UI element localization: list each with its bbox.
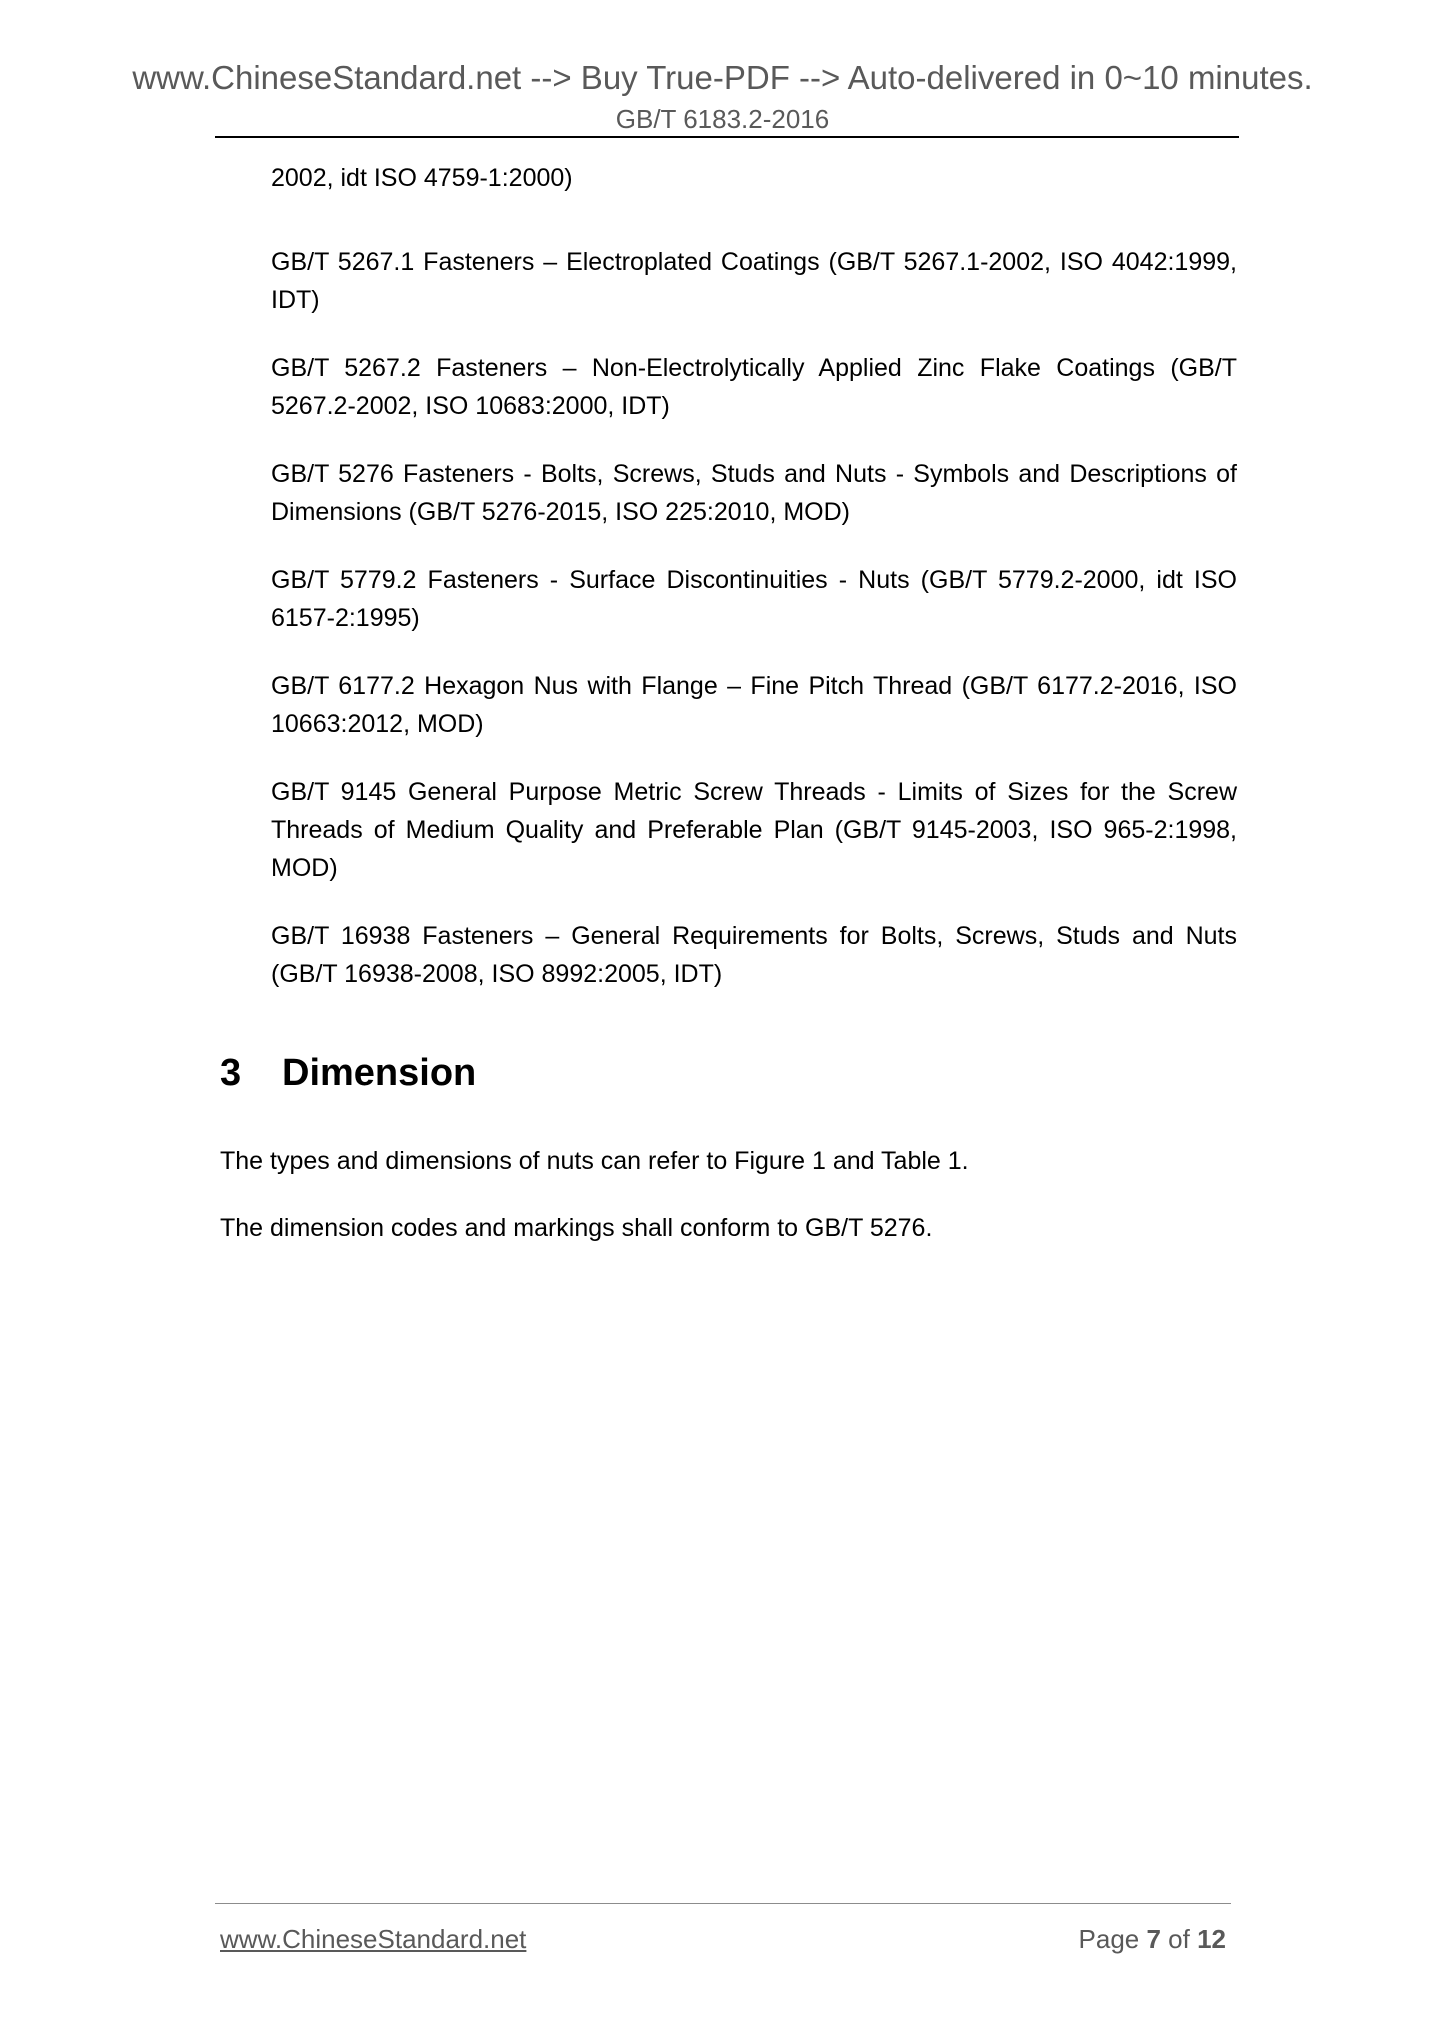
page-number: [1079, 1922, 1226, 1956]
footer-website-link[interactable]: www.ChineseStandard.net: [220, 1924, 527, 1954]
header-divider: [215, 136, 1239, 138]
reference-item: GB/T 5779.2 Fasteners - Surface Discontinuities - Nuts (GB/T 5779.2-2000, idt ISO 6157-2:1995): [271, 566, 1237, 632]
body-paragraph: The dimension codes and markings shall conform to GB/T 5276.: [220, 1214, 933, 1242]
reference-item: GB/T 6177.2 Hexagon Nus with Flange – Fine Pitch Thread (GB/T 6177.2-2016, ISO 10663:2012, MOD): [271, 672, 1237, 738]
reference-item: GB/T 9145 General Purpose Metric Screw Threads - Limits of Sizes for the Screw Threads of Medium Quality and Preferable Plan (GB/T 9145-2003, ISO 965-2:1998, MOD): [271, 778, 1237, 882]
page-total: 12: [1197, 1924, 1226, 1954]
reference-item: GB/T 16938 Fasteners – General Requirements for Bolts, Screws, Studs and Nuts (GB/T 16938-2008, ISO 8992:2005, IDT): [271, 922, 1237, 988]
footer-divider: [215, 1903, 1231, 1904]
reference-item: GB/T 5267.2 Fasteners – Non-Electrolytically Applied Zinc Flake Coatings (GB/T 5267.2-2002, ISO 10683:2000, IDT): [271, 354, 1237, 420]
page-prefix: Page: [1078, 1924, 1147, 1954]
reference-item: 2002, idt ISO 4759-1:2000): [271, 164, 573, 192]
standard-code: GB/T 6183.2-2016: [615, 104, 830, 134]
header-banner[interactable]: www.ChineseStandard.net --> Buy True-PDF --> Auto-delivered in 0~10 minutes.: [132, 59, 1313, 96]
page-current: 7: [1146, 1924, 1161, 1954]
page-header: [0, 56, 1445, 136]
section-heading: [220, 1049, 476, 1097]
reference-item: GB/T 5276 Fasteners - Bolts, Screws, Studs and Nuts - Symbols and Descriptions of Dimensions (GB/T 5276-2015, ISO 225:2010, MOD): [271, 460, 1237, 526]
page-middle: of: [1160, 1924, 1198, 1954]
section-title: Dimension: [282, 1052, 477, 1094]
reference-item: GB/T 5267.1 Fasteners – Electroplated Coatings (GB/T 5267.1-2002, ISO 4042:1999, IDT): [271, 248, 1237, 314]
body-paragraph: The types and dimensions of nuts can refer to Figure 1 and Table 1.: [220, 1147, 969, 1175]
section-number: 3: [220, 1052, 242, 1094]
